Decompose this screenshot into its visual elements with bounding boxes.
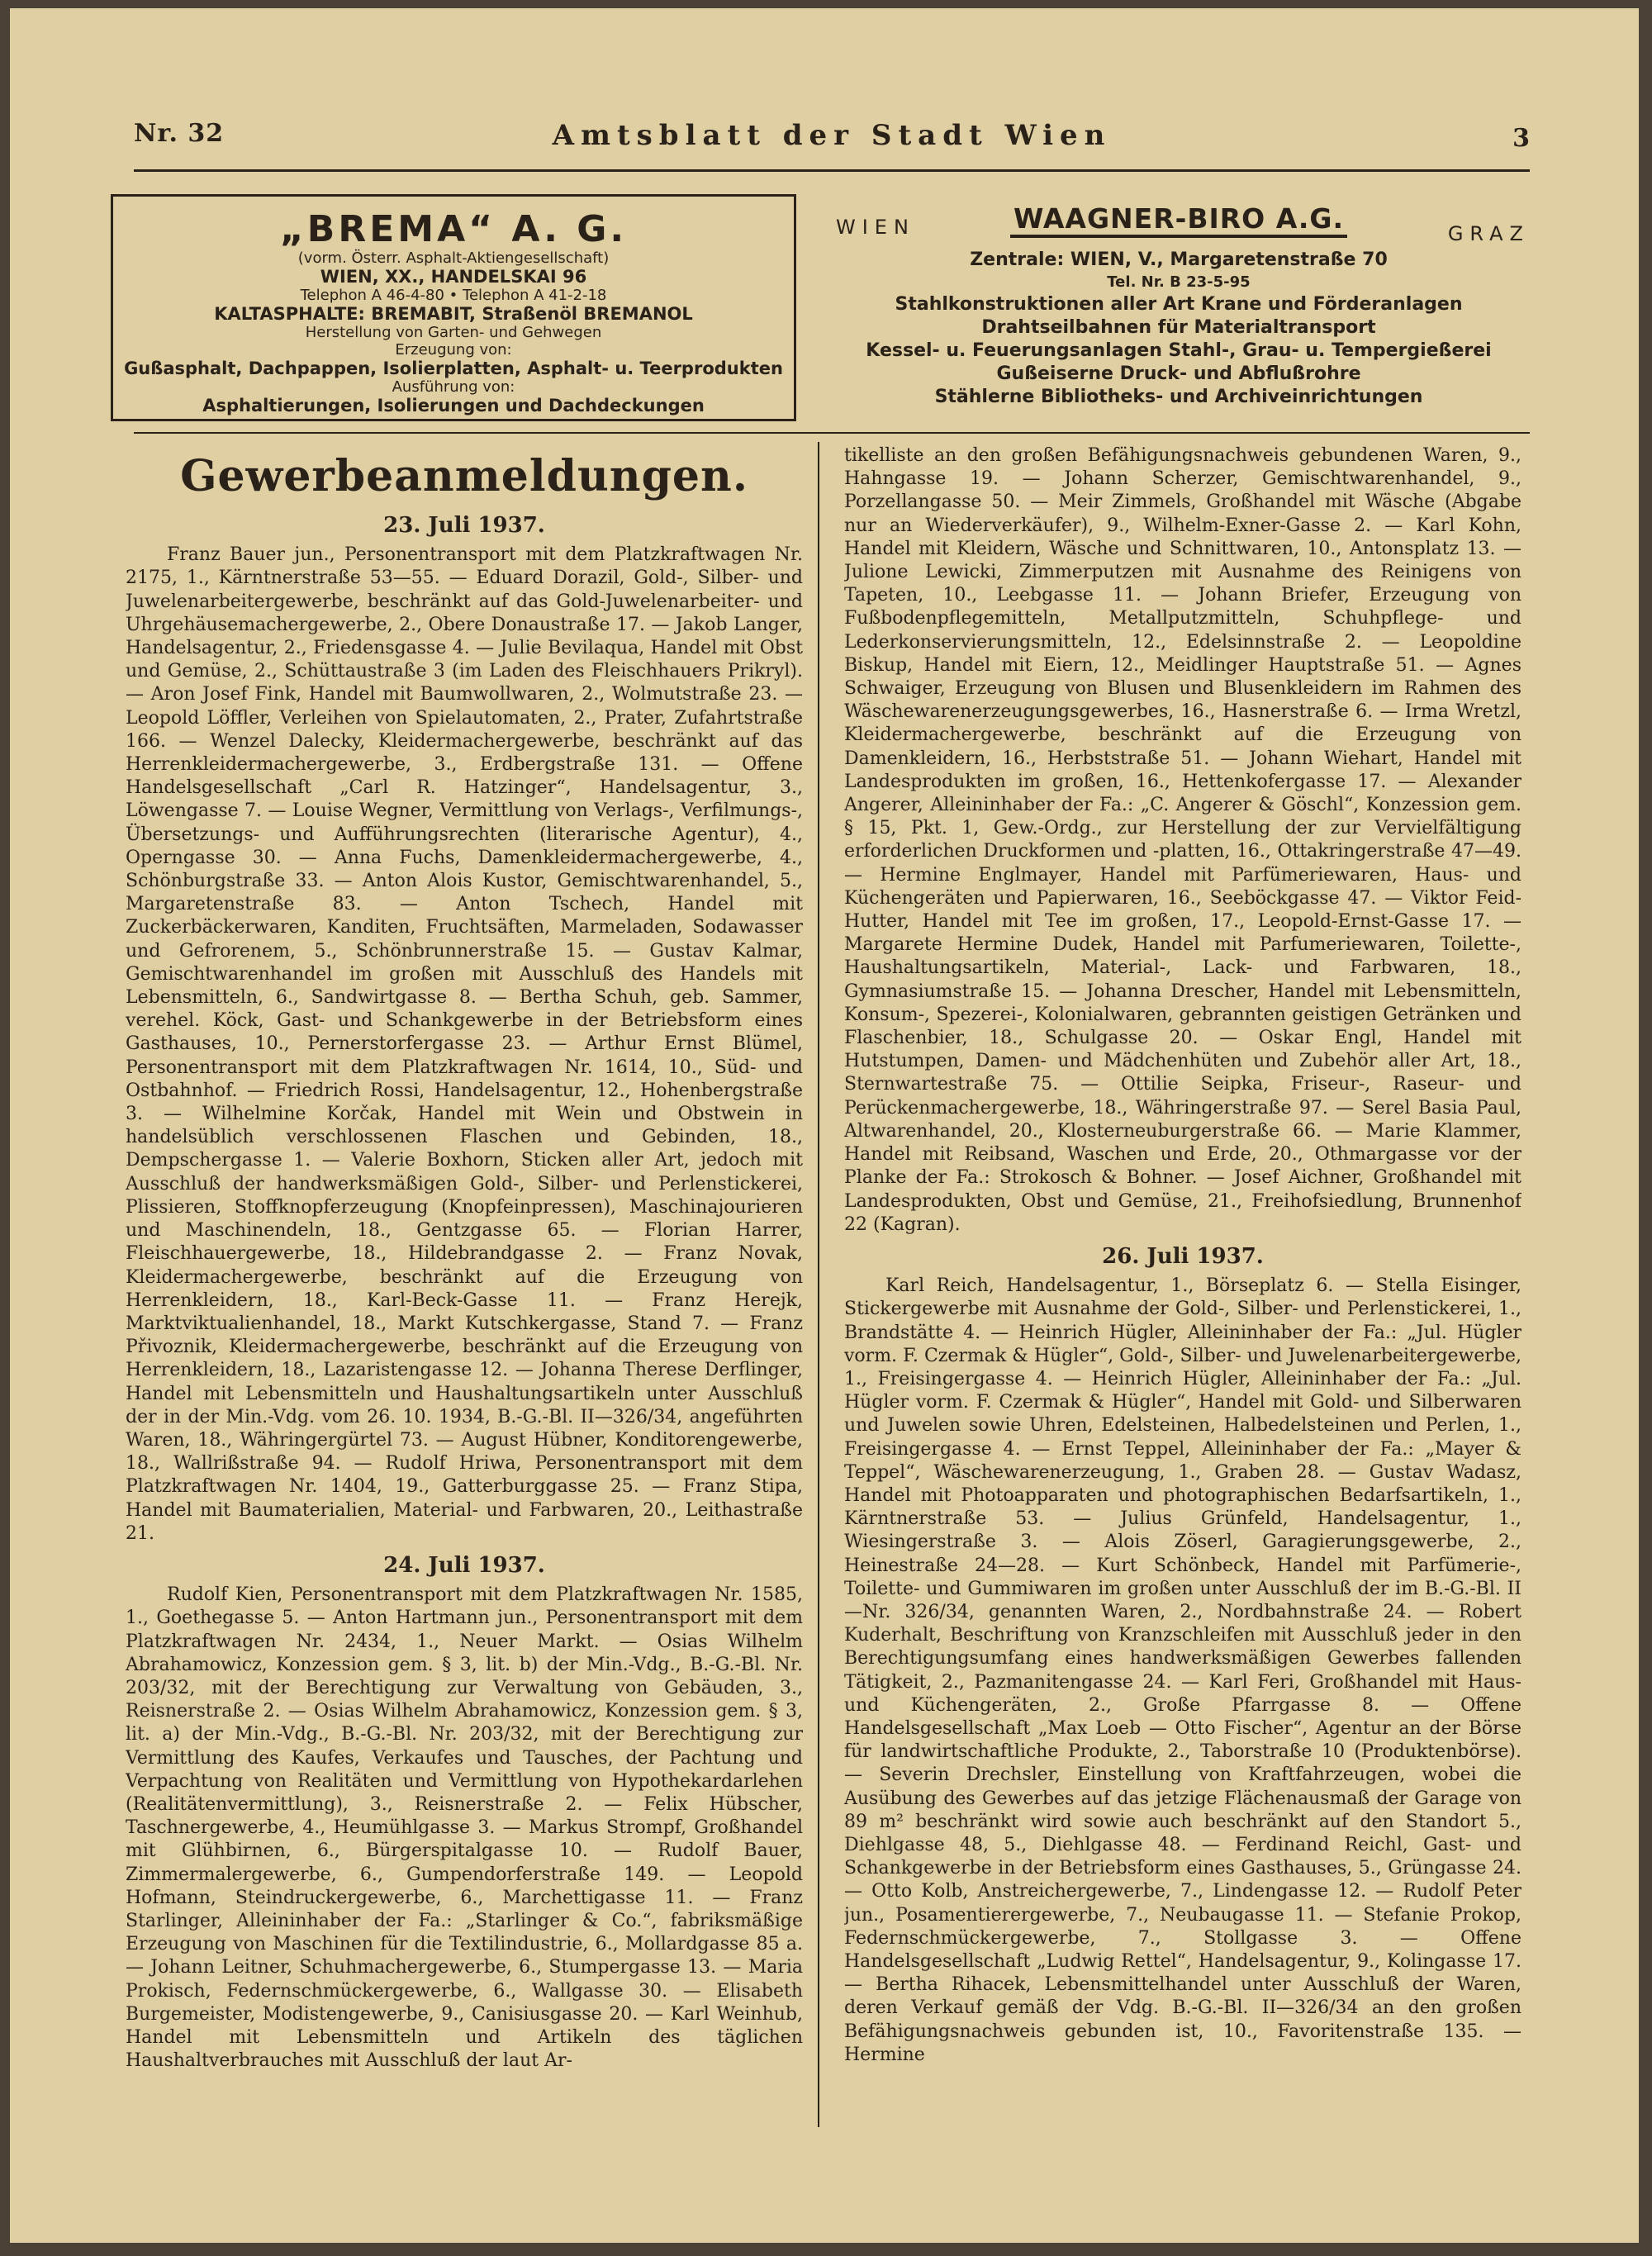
- brema-advertisement: [111, 194, 796, 421]
- article-paragraph: Karl Reich, Handelsagentur, 1., Börseplatz 6. — Stella Eisinger, Stickergewerbe mit Ausnahme der Gold-, Silber- und Perlenstickerei, 1., Brandstätte 4. — Heinrich Hügler, Alleininhaber der Fa.: „Jul. Hügler vorm. F. Czermak & Hügler“, Gold-, Silber- und Juwelenarbeitergewerbe, 1., Freisingergasse 4. — Heinrich Hügler, Alleininhaber der Fa.: „Jul. Hügler vorm. F. Czermak & Hügler“, Handel mit Gold- und Silberwaren und Juwelen sowie Uhren, Edelsteinen, Halbedelsteinen und Perlen, 1., Freisingergasse 4. — Ernst Teppel, Alleininhaber der Fa.: „Mayer & Teppel“, Wäschewarenerzeugung, 1., Graben 28. — Gustav Wadasz, Handel mit Photoapparaten und photographischen Bedarfsartikeln, 1., Kärntnerstraße 53. — Julius Grünfeld, Handelsagentur, 1., Wiesingerstraße 3. — Alois Zöserl, Garagierungsgewerbe, 2., Heinestraße 24—28. — Kurt Schönbeck, Handel mit Parfümerie-, Toilette- und Gummiwaren im großen unter Ausschluß der im B.-G.-Bl. II—Nr. 326/34, genannten Waren, 2., Nordbahnstraße 24. — Robert Kuderhalt, Beschriftung von Kranzschleifen mit Ausschluß jeder in den Berechtigungsumfang eines handwerksmäßigen Gewerbes fallenden Tätigkeit, 2., Pazmanitengasse 24. — Karl Feri, Großhandel mit Haus- und Küchengeräten, 2., Große Pfarrgasse 8. — Offene Handelsgesellschaft „Max Loeb — Otto Fischer“, Agentur an der Börse für landwirtschaftliche Produkte, 2., Taborstraße 10 (Produktenbörse). — Severin Drechsler, Einstellung von Kraftfahrzeugen, wobei die Ausübung des Gewerbes auf das jetzige Flächenausmaß der Garage von 89 m² beschränkt wird sowie auch beschränkt auf den Standort 5., Diehlgasse 48, 5., Diehlgasse 48. — Ferdinand Reichl, Gast- und Schankgewerbe in der Betriebsform eines Gasthauses, 5., Grüngasse 24. — Otto Kolb, Anstreichergewerbe, 7., Lindengasse 12. — Rudolf Peter jun., Posamentierergewerbe, 7., Neubaugasse 11. — Stefanie Prokop, Federnschmückergewerbe, 7., Stollgasse 3. — Offene Handelsgesellschaft „Ludwig Rettel“, Handelsagentur, 9., Kolingasse 17. — Bertha Rihacek, Lebensmittelhandel unter Ausschluß der Waren, deren Verkauf gemäß der Vdg. B.-G.-Bl. II—326/34 an den großen Befähigungsnachweis gebunden ist, 10., Favoritenstraße 135. — Hermine: [844, 1275, 1521, 2065]
- waagner-line: Stählerne Bibliotheks- und Archiveinrichtungen: [934, 387, 1423, 407]
- waagner-line: Stahlkonstruktionen aller Art Krane und Förderanlagen: [895, 294, 1463, 315]
- article-column-right: [844, 444, 1521, 2130]
- waagner-title-row: [828, 202, 1530, 249]
- article-paragraph: tikelliste an den großen Befähigungsnachweis gebundenen Waren, 9., Hahngasse 19. — Johann Scherzer, Gemischtwarenhandel, 9., Porzellangasse 50. — Meir Zimmels, Großhandel mit Wäsche (Abgabe nur an Wiederverkäufer), 9., Wilhelm-Exner-Gasse 2. — Karl Kohn, Handel mit Kleidern, Wäsche und Schnittwaren, 10., Antonsplatz 13. — Julione Lewicki, Zimmerputzen mit Ausnahme des Reinigens von Tapeten, 10., Leebgasse 11. — Johann Briefer, Erzeugung von Fußbodenpflegemitteln, Metallputzmitteln, Schuhpflege- und Lederkonservierungsmitteln, 12., Edelsinnstraße 2. — Leopoldine Biskup, Handel mit Eiern, 12., Meidlinger Hauptstraße 51. — Agnes Schwaiger, Erzeugung von Blusen und Blusenkleidern im Rahmen des Wäschewarenerzeugungsgewerbes, 16., Hasnerstraße 6. — Irma Wretzl, Kleidermachergewerbe, beschränkt auf die Erzeugung von Damenkleidern, 16., Herbststraße 51. — Johann Wiehart, Handel mit Landesprodukten im großen, 16., Hettenkofergasse 17. — Alexander Angerer, Alleininhaber der Fa.: „C. Angerer & Göschl“, Konzession gem. § 15, Pkt. 1, Gew.-Ordg., zur Herstellung der zur Vervielfältigung erforderlichen Druckformen und -platten, 16., Ottakringerstraße 47—49. — Hermine Englmayer, Handel mit Parfümeriewaren, Haus- und Küchengeräten und Papierwaren, 16., Seeböckgasse 47. — Viktor Feid-Hutter, Handel mit Tee im großen, 17., Leopold-Ernst-Gasse 17. — Margarete Hermine Dudek, Handel mit Parfumeriewaren, Toilette-, Haushaltungsartikeln, Material-, Lack- und Farbwaren, 18., Gymnasiumstraße 15. — Johanna Drescher, Handel mit Lebensmitteln, Konsum-, Spezerei-, Kolonialwaren, gebrannten geistigen Getränken und Flaschenbier, 18., Schulgasse 20. — Oskar Engl, Handel mit Hutstumpen, Damen- und Mädchenhüten und Zubehör aller Art, 18., Sternwartestraße 75. — Ottilie Seipka, Friseur-, Raseur- und Perückenmachergewerbe, 18., Währingerstraße 97. — Serel Basia Paul, Altwarenhandel, 20., Klosterneuburgerstraße 66. — Marie Klammer, Handel mit Reibsand, Waschen und Erde, 20., Othmargasse vor der Planke der Fa.: Strokosch & Bohner. — Josef Aichner, Großhandel mit Landesprodukten, Obst und Gemüse, 21., Freihofsiedlung, Brunnenhof 22 (Kagran).: [844, 445, 1521, 1235]
- brema-phone: Telephon A 46-4-80 • Telephon A 41-2-18: [300, 287, 607, 304]
- header-rule: [134, 169, 1530, 172]
- brema-line: Ausführung von:: [392, 378, 515, 396]
- brema-line: Erzeugung von:: [395, 341, 512, 359]
- waagner-address: Zentrale: WIEN, V., Margaretenstraße 70: [970, 249, 1388, 270]
- waagner-phone: Tel. Nr. B 23-5-95: [1107, 273, 1251, 291]
- column-divider: [818, 442, 819, 2127]
- brema-products: KALTASPHALTE: BREMABIT, Straßenöl BREMANOL: [214, 304, 693, 324]
- waagner-company: WAAGNER-BIRO A.G.: [1010, 202, 1347, 238]
- article-column-left: [126, 444, 803, 2130]
- waagner-line: Drahtseilbahnen für Materialtransport: [981, 317, 1376, 338]
- date-heading: 23. Juli 1937.: [383, 513, 545, 538]
- newspaper-page: [10, 8, 1639, 2243]
- date-heading: 24. Juli 1937.: [383, 1552, 545, 1578]
- date-heading: 26. Juli 1937.: [1102, 1243, 1264, 1269]
- article-paragraph: Rudolf Kien, Personentransport mit dem Platzkraftwagen Nr. 1585, 1., Goethegasse 5. — Anton Hartmann jun., Personentransport mit dem Platzkraftwagen Nr. 2434, 1., Neuer Markt. — Osias Wilhelm Abrahamowicz, Konzession gem. § 3, lit. b) der Min.-Vdg., B.-G.-Bl. Nr. 203/32, mit der Berechtigung zur Verwaltung von Gebäuden, 3., Reisnerstraße 2. — Osias Wilhelm Abrahamowicz, Konzession gem. § 3, lit. a) der Min.-Vdg., B.-G.-Bl. Nr. 203/32, mit der Berechtigung zur Vermittlung des Kaufes, Verkaufes und Tausches, der Pachtung und Verpachtung von Realitäten und Vermittlung von Hypothekardarlehen (Realitätenvermittlung), 3., Reisnerstraße 2. — Felix Hübscher, Taschnergewerbe, 4., Heumühlgasse 3. — Markus Strompf, Großhandel mit Glühbirnen, 6., Bürgerspitalgasse 10. — Rudolf Bauer, Zimmermalergewerbe, 6., Gumpendorferstraße 149. — Leopold Hofmann, Steindruckergewerbe, 6., Marchettigasse 11. — Franz Starlinger, Alleininhaber der Fa.: „Starlinger & Co.“, fabriksmäßige Erzeugung von Maschinen für die Textilindustrie, 6., Mollardgasse 85 a. — Johann Leitner, Schuhmachergewerbe, 6., Stumpergasse 13. — Maria Prokisch, Federnschmückergewerbe, 6., Wallgasse 30. — Elisabeth Burgemeister, Modistengewerbe, 9., Canisiusgasse 20. — Karl Weinhub, Handel mit Lebensmitteln und Artikeln des täglichen Haushaltverbrauches mit Ausschluß der laut Ar-: [126, 1584, 803, 2072]
- waagner-line: Gußeiserne Druck- und Abflußrohre: [996, 363, 1361, 384]
- brema-line: (vorm. Österr. Asphalt-Aktiengesellschaft): [297, 249, 610, 267]
- running-header: [134, 112, 1530, 170]
- waagner-biro-advertisement: [828, 194, 1530, 421]
- city-graz: GRAZ: [1447, 222, 1530, 245]
- advertisement-rule: [134, 432, 1530, 434]
- article-heading: Gewerbeanmeldungen.: [180, 451, 748, 501]
- article-paragraph: Franz Bauer jun., Personentransport mit dem Platzkraftwagen Nr. 2175, 1., Kärntnerstraße 53—55. — Eduard Dorazil, Gold-, Silber- und Juwelenarbeitergewerbe, beschränkt auf das Gold-Juwelenarbeiter- und Uhrgehäusemachergewerbe, 2., Obere Donaustraße 17. — Jakob Langer, Handelsagentur, 2., Friedensgasse 4. — Julie Bevilaqua, Handel mit Obst und Gemüse, 2., Schüttaustraße 3 (im Laden des Fleischhauers Prikryl). — Aron Josef Fink, Handel mit Baumwollwaren, 2., Wolmutstraße 23. — Leopold Löffler, Verleihen von Spielautomaten, 2., Prater, Zufahrtstraße 166. — Wenzel Dalecky, Kleidermachergewerbe, beschränkt auf das Herrenkleidermachergewerbe, 3., Erdbergstraße 131. — Offene Handelsgesellschaft „Carl R. Hatzinger“, Handelsagentur, 3., Löwengasse 7. — Louise Wegner, Vermittlung von Verlags-, Verfilmungs-, Übersetzungs- und Aufführungsrechten (literarische Agentur), 4., Operngasse 30. — Anna Fuchs, Damenkleidermachergewerbe, 4., Schönburgstraße 33. — Anton Alois Kustor, Gemischtwarenhandel, 5., Margaretenstraße 83. — Anton Tschech, Handel mit Zuckerbäckerwaren, Kanditen, Fruchtsäften, Marmeladen, Sodawasser und Gefrorenem, 5., Schönbrunnerstraße 15. — Gustav Kalmar, Gemischtwarenhandel im großen mit Ausschluß des Handels mit Lebensmitteln, 6., Sandwirtgasse 8. — Bertha Schuh, geb. Sammer, verehel. Köck, Gast- und Schankgewerbe in der Betriebsform eines Gasthauses, 10., Pernerstorfergasse 23. — Arthur Ernst Blümel, Personentransport mit dem Platzkraftwagen Nr. 1614, 10., Süd- und Ostbahnhof. — Friedrich Rossi, Handelsagentur, 12., Hohenbergstraße 3. — Wilhelmine Korčak, Handel mit Wein und Obstwein in handelsüblich verschlossenen Flaschen und Gebinden, 18., Dempschergasse 1. — Valerie Boxhorn, Sticken aller Art, jedoch mit Ausschluß der handwerksmäßigen Gold-, Silber- und Perlenstickerei, Plissieren, Stoffknopferzeugung (Knopfeinpressen), Maschinajourieren und Maschinendeln, 18., Gentzgasse 65. — Florian Harrer, Fleischhauergewerbe, 18., Hildebrandgasse 2. — Franz Novak, Kleidermachergewerbe, beschränkt auf die Erzeugung von Herrenkleidern, 18., Karl-Beck-Gasse 11. — Franz Herejk, Marktviktualienhandel, 18., Markt Kutschkergasse, Stand 7. — Franz Přivoznik, Kleidermachergewerbe, beschränkt auf die Erzeugung von Herrenkleidern, 18., Lazaristengasse 12. — Johanna Therese Derflinger, Handel mit Lebensmitteln und Haushaltungsartikeln unter Ausschluß der in der Min.-Vdg. vom 26. 10. 1934, B.-G.-Bl. II—326/34, angeführten Waren, 18., Währingergürtel 73. — August Hübner, Konditorengewerbe, 18., Wallrißstraße 94. — Rudolf Hriwa, Personentransport mit dem Platzkraftwagen Nr. 1404, 19., Gatterburggasse 25. — Franz Stipa, Handel mit Baumaterialien, Material- und Farbwaren, 20., Leithastraße 21.: [126, 544, 803, 1544]
- brema-brand: „BREMA“ A. G.: [279, 208, 628, 250]
- publication-title: Amtsblatt der Stadt Wien: [552, 119, 1112, 152]
- brema-line: Gußasphalt, Dachpappen, Isolierplatten, Asphalt- u. Teerprodukten: [124, 359, 783, 378]
- brema-line: Herstellung von Garten- und Gehwegen: [305, 324, 602, 341]
- brema-address: WIEN, XX., HANDELSKAI 96: [320, 267, 587, 287]
- waagner-line: Kessel- u. Feuerungsanlagen Stahl-, Grau- u. Tempergießerei: [866, 340, 1492, 361]
- issue-number: Nr. 32: [134, 119, 225, 148]
- city-wien: WIEN: [836, 216, 915, 239]
- page-number: 3: [1512, 124, 1530, 153]
- brema-line: Asphaltierungen, Isolierungen und Dachdeckungen: [202, 396, 705, 416]
